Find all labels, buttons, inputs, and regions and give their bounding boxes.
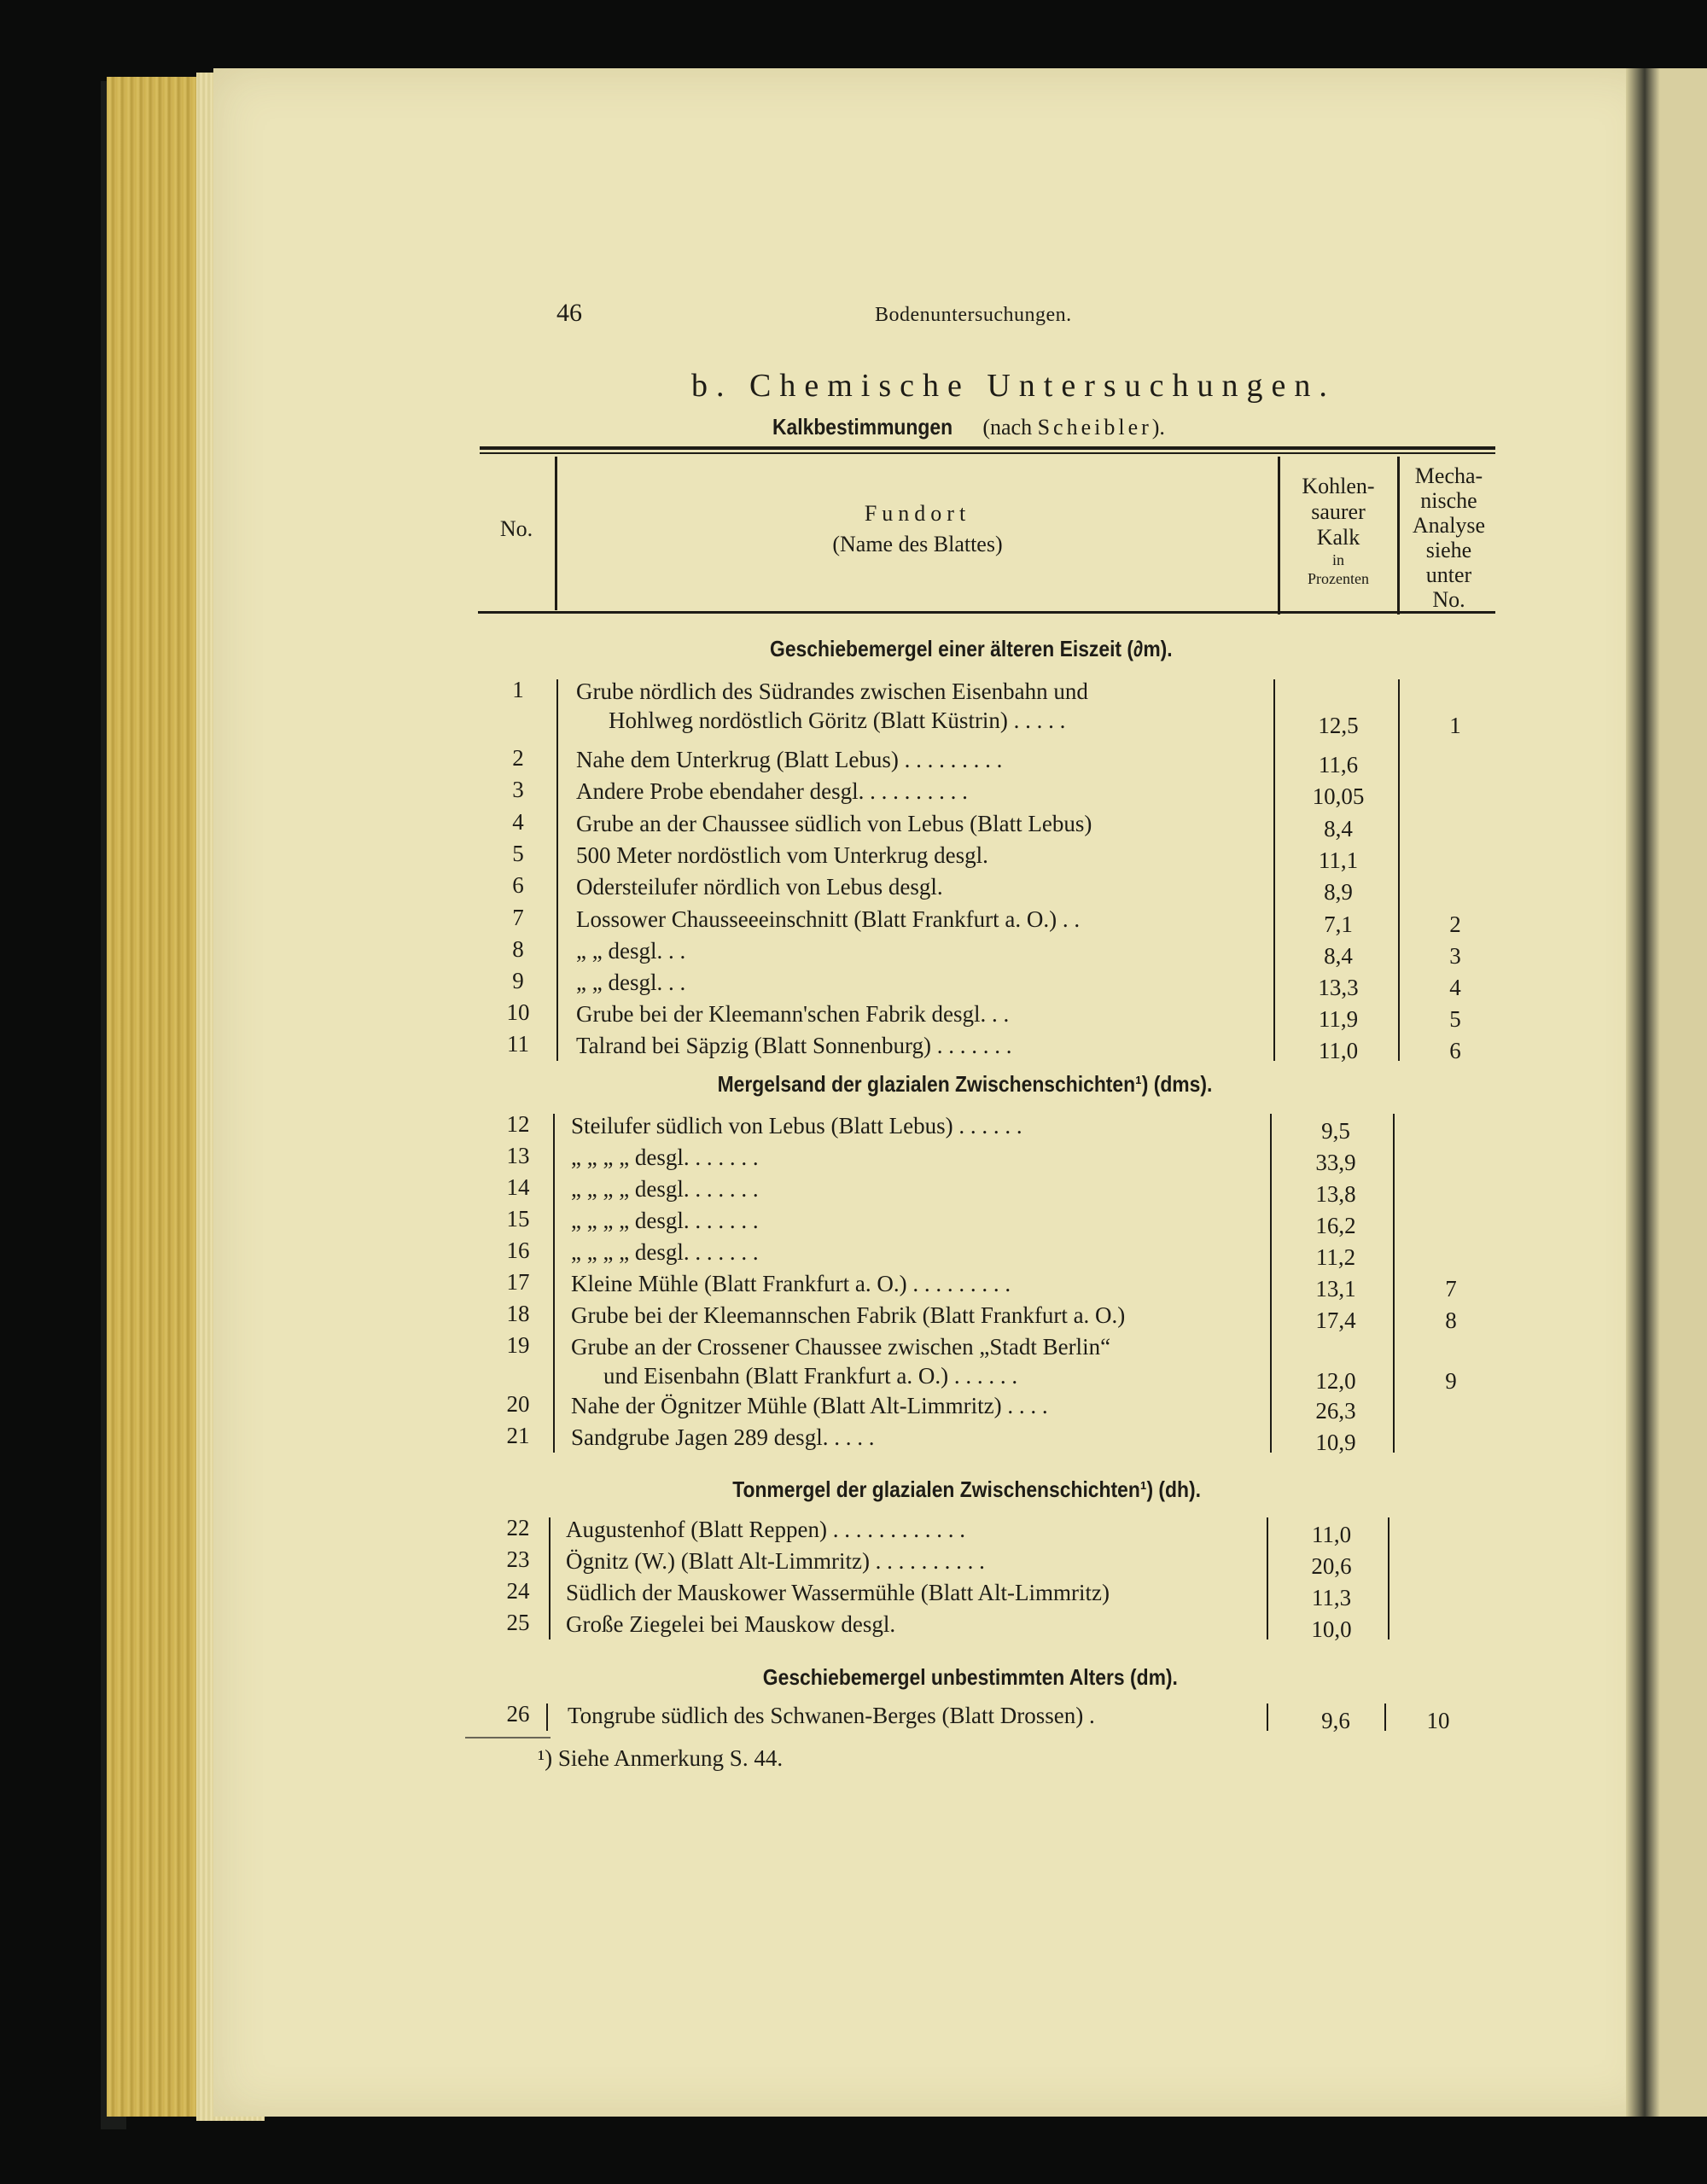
header-kalk-line: Kohlen- bbox=[1302, 474, 1375, 498]
cell-fundort-line: Odersteilufer nördlich von Lebus desgl. bbox=[576, 874, 943, 900]
cell-fundort bbox=[571, 1143, 759, 1172]
cell-kalk-percent: 26,3 bbox=[1315, 1398, 1356, 1424]
cell-fundort bbox=[576, 841, 988, 870]
cell-mech-ref: 2 bbox=[1449, 911, 1461, 937]
cell-number: 20 bbox=[506, 1391, 530, 1417]
header-fundort bbox=[563, 501, 1272, 557]
cell-fundort bbox=[571, 1301, 1125, 1330]
header-divider-no bbox=[555, 457, 557, 610]
table-row bbox=[0, 1610, 1707, 1644]
cell-number: 26 bbox=[506, 1701, 530, 1727]
cell-kalk-percent: 20,6 bbox=[1311, 1553, 1352, 1579]
cell-fundort bbox=[576, 936, 685, 965]
cell-fundort-line: Grube bei der Kleemannschen Fabrik (Blatt Frankfurt a. O.) bbox=[571, 1302, 1126, 1328]
table-row bbox=[0, 968, 1707, 1002]
cell-mech-ref: 4 bbox=[1449, 975, 1461, 1000]
table-row bbox=[0, 1269, 1707, 1303]
cell-number: 17 bbox=[506, 1269, 530, 1295]
cell-fundort bbox=[566, 1515, 965, 1544]
cell-kalk-percent: 11,0 bbox=[1318, 1038, 1359, 1063]
cell-number: 22 bbox=[506, 1515, 530, 1540]
cell-fundort-line: Nahe dem Unterkrug (Blatt Lebus) . . . . . . . . . bbox=[576, 747, 1003, 772]
cell-fundort bbox=[566, 1610, 895, 1639]
table-row bbox=[0, 1546, 1707, 1581]
cell-number: 3 bbox=[512, 777, 524, 802]
cell-fundort bbox=[576, 809, 1092, 838]
cell-fundort-line: „ „ desgl. . . bbox=[576, 938, 686, 964]
table-header-bottom-rule bbox=[478, 611, 1495, 614]
cell-fundort bbox=[571, 1269, 1011, 1298]
cell-fundort bbox=[576, 1031, 1012, 1060]
table-top-rule-thin bbox=[480, 452, 1495, 454]
cell-fundort-line: Grube an der Chaussee südlich von Lebus (Blatt Lebus) bbox=[576, 811, 1092, 836]
cell-number: 21 bbox=[506, 1423, 530, 1448]
page-number: 46 bbox=[556, 299, 582, 327]
cell-fundort bbox=[576, 999, 1009, 1028]
cell-fundort bbox=[566, 1578, 1110, 1607]
header-fundort-line1: Fundort bbox=[864, 501, 971, 526]
cell-kalk-percent: 17,4 bbox=[1315, 1307, 1356, 1333]
cell-mech-ref: 3 bbox=[1449, 943, 1461, 969]
table-row bbox=[0, 1174, 1707, 1208]
cell-kalk-percent: 10,0 bbox=[1311, 1616, 1352, 1642]
cell-kalk-percent: 13,3 bbox=[1318, 975, 1359, 1000]
table-row bbox=[0, 872, 1707, 906]
cell-fundort bbox=[571, 1238, 759, 1267]
header-mech-line: Mecha- bbox=[1414, 463, 1483, 488]
cell-fundort-line: Talrand bei Säpzig (Blatt Sonnenburg) . . . . . . . bbox=[576, 1033, 1012, 1058]
subtitle-open: (nach bbox=[982, 415, 1038, 440]
table-row bbox=[0, 1578, 1707, 1612]
cell-fundort-line: Kleine Mühle (Blatt Frankfurt a. O.) . . . . . . . . . bbox=[571, 1271, 1011, 1296]
group-heading bbox=[770, 636, 1227, 662]
table-row bbox=[0, 999, 1707, 1034]
header-kalk-small: Prozenten bbox=[1308, 570, 1369, 587]
footnote: ¹) Siehe Anmerkung S. 44. bbox=[538, 1745, 784, 1771]
header-no: No. bbox=[499, 516, 533, 541]
table-row bbox=[0, 1515, 1707, 1549]
cell-mech-ref: 10 bbox=[1426, 1708, 1450, 1733]
group-heading-text: Mergelsand der glazialen Zwischenschichten¹) (dms). bbox=[717, 1071, 1213, 1097]
table-row bbox=[0, 1143, 1707, 1177]
cell-mech-ref: 5 bbox=[1449, 1006, 1461, 1032]
cell-number: 18 bbox=[506, 1301, 530, 1326]
cell-number: 11 bbox=[507, 1031, 529, 1057]
cell-kalk-percent: 11,9 bbox=[1318, 1006, 1359, 1032]
subtitle-close: ). bbox=[1151, 415, 1165, 440]
running-head: Bodenuntersuchungen. bbox=[875, 304, 1072, 326]
cell-fundort bbox=[566, 1546, 985, 1575]
cell-fundort bbox=[576, 745, 1002, 774]
header-kalk-line: saurer bbox=[1311, 499, 1366, 524]
cell-kalk-percent: 10,05 bbox=[1312, 783, 1365, 809]
cell-fundort-line: Grube an der Crossener Chaussee zwischen „Stadt Berlin“ bbox=[571, 1334, 1111, 1360]
cell-number: 19 bbox=[506, 1332, 530, 1358]
cell-kalk-percent: 16,2 bbox=[1315, 1213, 1356, 1238]
cell-fundort bbox=[568, 1701, 1095, 1730]
header-kalk bbox=[1282, 474, 1395, 588]
cell-fundort-line: Sandgrube Jagen 289 desgl. . . . . bbox=[571, 1424, 875, 1450]
cell-kalk-percent: 11,2 bbox=[1315, 1244, 1356, 1270]
subtitle-bold: Kalkbestimmungen bbox=[772, 414, 953, 440]
cell-kalk-percent: 9,6 bbox=[1321, 1708, 1350, 1733]
cell-fundort-line: Andere Probe ebendaher desgl. . . . . . . . . . bbox=[576, 778, 968, 804]
cell-fundort-line: „ „ desgl. . . bbox=[576, 970, 686, 995]
header-mech-line: nische bbox=[1420, 488, 1477, 513]
cell-mech-ref: 8 bbox=[1445, 1307, 1457, 1333]
table-row bbox=[0, 905, 1707, 939]
header-mech bbox=[1400, 463, 1498, 612]
table-top-rule bbox=[480, 446, 1495, 450]
table-row bbox=[0, 841, 1707, 875]
cell-fundort bbox=[576, 905, 1080, 934]
table-row bbox=[0, 809, 1707, 843]
cell-fundort-line: „ „ „ „ desgl. . . . . . . bbox=[571, 1144, 759, 1170]
cell-fundort-line: Nahe der Ögnitzer Mühle (Blatt Alt-Limmritz) . . . . bbox=[571, 1393, 1048, 1418]
cell-fundort bbox=[571, 1332, 1110, 1390]
header-kalk-line: Kalk bbox=[1316, 525, 1360, 550]
cell-kalk-percent: 8,4 bbox=[1324, 943, 1353, 969]
footnote-rule bbox=[465, 1737, 551, 1738]
cell-number: 13 bbox=[506, 1143, 530, 1168]
book-gutter bbox=[1626, 68, 1660, 2117]
group-heading-text: Geschiebemergel einer älteren Eiszeit (∂m). bbox=[770, 636, 1173, 661]
group-heading-text: Geschiebemergel unbestimmten Alters (dm). bbox=[762, 1664, 1178, 1690]
cell-fundort-line: Ögnitz (W.) (Blatt Alt-Limmritz) . . . . . . . . . . bbox=[566, 1548, 985, 1574]
header-kalk-small: in bbox=[1331, 551, 1344, 568]
cell-mech-ref: 6 bbox=[1449, 1038, 1461, 1063]
header-mech-line: siehe bbox=[1425, 538, 1472, 562]
cell-number: 25 bbox=[506, 1610, 530, 1635]
cell-fundort-line: „ „ „ „ desgl. . . . . . . bbox=[571, 1176, 759, 1202]
cell-fundort-line: und Eisenbahn (Blatt Frankfurt a. O.) . . . . . . bbox=[603, 1363, 1018, 1389]
header-mech-line: unter bbox=[1425, 562, 1472, 587]
cell-fundort-line: Augustenhof (Blatt Reppen) . . . . . . . . . . . . bbox=[566, 1517, 965, 1542]
group-heading bbox=[718, 1071, 1280, 1098]
cell-mech-ref: 1 bbox=[1449, 713, 1461, 738]
cell-kalk-percent: 7,1 bbox=[1324, 911, 1353, 937]
cell-number: 2 bbox=[512, 745, 524, 771]
group-heading bbox=[732, 1476, 1265, 1503]
table-row bbox=[0, 1391, 1707, 1425]
cell-number: 5 bbox=[512, 841, 524, 866]
cell-number: 8 bbox=[512, 936, 524, 962]
table-row bbox=[0, 1111, 1707, 1145]
table-row bbox=[0, 1332, 1707, 1394]
table-row bbox=[0, 745, 1707, 779]
group-heading-text: Tonmergel der glazialen Zwischenschichten¹) (dh). bbox=[732, 1476, 1201, 1502]
header-mech-line: No. bbox=[1432, 587, 1465, 612]
cell-kalk-percent: 33,9 bbox=[1315, 1150, 1356, 1175]
cell-kalk-percent: 8,4 bbox=[1324, 816, 1353, 842]
header-divider-kalk bbox=[1278, 457, 1280, 614]
cell-kalk-percent: 11,3 bbox=[1311, 1585, 1352, 1610]
table-row bbox=[0, 1301, 1707, 1335]
cell-kalk-percent: 11,1 bbox=[1318, 847, 1359, 873]
cell-number: 14 bbox=[506, 1174, 530, 1200]
cell-fundort-line: „ „ „ „ desgl. . . . . . . bbox=[571, 1208, 759, 1233]
cell-number: 24 bbox=[506, 1578, 530, 1604]
header-fundort-line2: (Name des Blattes) bbox=[832, 532, 1003, 556]
cell-fundort bbox=[571, 1391, 1048, 1420]
cell-fundort bbox=[576, 677, 1088, 735]
cell-fundort bbox=[571, 1206, 759, 1235]
cell-fundort bbox=[571, 1111, 1022, 1140]
cell-fundort-line: Große Ziegelei bei Mauskow desgl. bbox=[566, 1611, 896, 1637]
cell-mech-ref: 9 bbox=[1445, 1368, 1457, 1394]
cell-number: 16 bbox=[506, 1238, 530, 1263]
cell-fundort-line: Grube bei der Kleemann'schen Fabrik desgl. . . bbox=[576, 1001, 1010, 1027]
cell-kalk-percent: 13,8 bbox=[1315, 1181, 1356, 1207]
cell-fundort bbox=[576, 872, 943, 901]
table-row bbox=[0, 1423, 1707, 1457]
cell-kalk-percent: 12,0 bbox=[1315, 1368, 1356, 1394]
cell-kalk-percent: 12,5 bbox=[1318, 713, 1359, 738]
cell-mech-ref: 7 bbox=[1445, 1276, 1457, 1302]
cell-kalk-percent: 11,0 bbox=[1311, 1522, 1352, 1547]
cell-kalk-percent: 13,1 bbox=[1315, 1276, 1356, 1302]
cell-fundort bbox=[576, 968, 685, 997]
cell-fundort-line: Grube nördlich des Südrandes zwischen Eisenbahn und bbox=[576, 678, 1088, 704]
cell-fundort-line: Hohlweg nordöstlich Göritz (Blatt Küstrin) . . . . . bbox=[609, 708, 1066, 733]
cell-kalk-percent: 9,5 bbox=[1321, 1118, 1350, 1144]
cell-fundort-line: 500 Meter nordöstlich vom Unterkrug desgl. bbox=[576, 842, 988, 868]
cell-fundort-line: Steilufer südlich von Lebus (Blatt Lebus) . . . . . . bbox=[571, 1113, 1022, 1139]
facing-page-edge bbox=[1660, 68, 1707, 2117]
cell-fundort bbox=[571, 1174, 759, 1203]
table-row bbox=[0, 1238, 1707, 1272]
cell-fundort-line: Tongrube südlich des Schwanen-Berges (Blatt Drossen) . bbox=[568, 1703, 1095, 1728]
cell-number: 4 bbox=[512, 809, 524, 835]
cell-fundort-line: Südlich der Mauskower Wassermühle (Blatt Alt-Limmritz) bbox=[566, 1580, 1110, 1605]
table-row bbox=[0, 1031, 1707, 1065]
cell-kalk-percent: 10,9 bbox=[1315, 1430, 1356, 1455]
cell-number: 6 bbox=[512, 872, 524, 898]
cell-number: 15 bbox=[506, 1206, 530, 1232]
subtitle-spaced: Scheibler bbox=[1037, 415, 1152, 440]
cell-number: 23 bbox=[506, 1546, 530, 1572]
section-subtitle bbox=[772, 414, 1165, 440]
section-title: b. Chemische Untersuchungen. bbox=[691, 368, 1336, 404]
header-mech-line: Analyse bbox=[1412, 513, 1486, 538]
cell-number: 10 bbox=[506, 999, 530, 1025]
cell-fundort-line: „ „ „ „ desgl. . . . . . . bbox=[571, 1239, 759, 1265]
table-row bbox=[0, 677, 1707, 738]
cell-fundort-line: Lossower Chausseeeinschnitt (Blatt Frankfurt a. O.) . . bbox=[576, 906, 1081, 932]
cell-kalk-percent: 8,9 bbox=[1324, 879, 1353, 905]
table-row bbox=[0, 936, 1707, 970]
group-heading bbox=[763, 1664, 1234, 1691]
cell-kalk-percent: 11,6 bbox=[1318, 752, 1359, 778]
table-row bbox=[0, 1701, 1707, 1735]
cell-fundort bbox=[571, 1423, 874, 1452]
table-row bbox=[0, 777, 1707, 811]
cell-number: 12 bbox=[506, 1111, 530, 1137]
cell-fundort bbox=[576, 777, 968, 806]
cell-number: 9 bbox=[512, 968, 524, 993]
cell-number: 7 bbox=[512, 905, 524, 930]
table-row bbox=[0, 1206, 1707, 1240]
cell-number: 1 bbox=[512, 677, 524, 702]
